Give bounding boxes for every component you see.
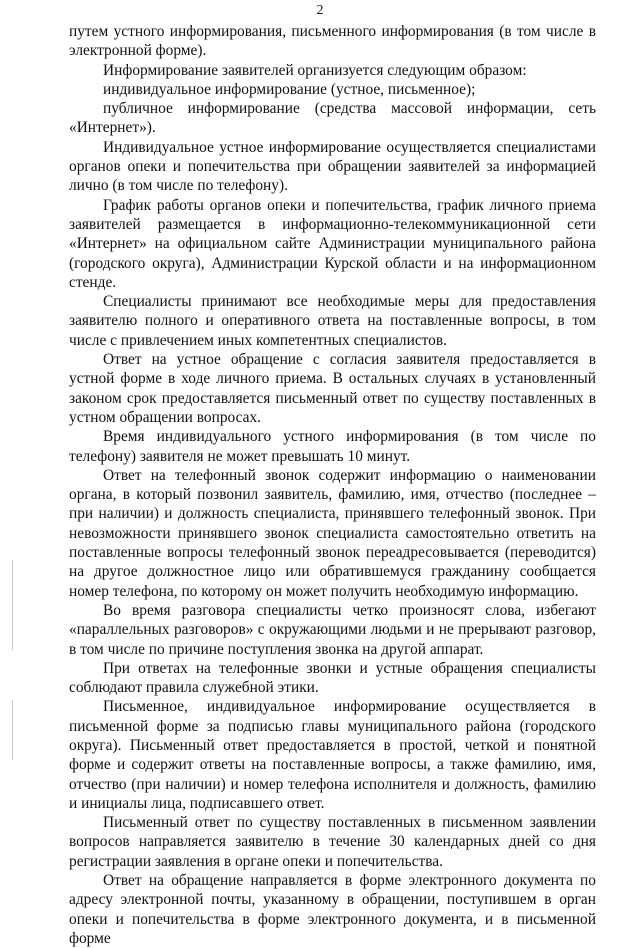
paragraph-written-informing: Письменное, индивидуальное информирование осуществляется в письменной форме за подписью главы муниципального района (городского округа). Письменный ответ предоставляется в простой, четкой и понятной форме и содержит ответы на поставленные вопросы, а также фамилию, имя, отчество (при наличии) и номер телефона исполнителя и должность, фамилию и инициалы лица, подписавшего ответ. (69, 698, 596, 812)
scan-edge-mark (12, 700, 13, 760)
paragraph-public-informing: публичное информирование (средства массовой информации, сеть «Интернет»). (69, 100, 596, 137)
paragraph-work-schedule: График работы органов опеки и попечительства, график личного приема заявителей размещается в информационно-телекоммуникационной сети «Интернет» на официальном сайте Администрации муниципального района (городского округа), Администрации Курской области и на информационном стенде. (69, 196, 596, 291)
paragraph-informing-time: Время индивидуального устного информирования (в том числе по телефону) заявителя не может превышать 10 минут. (69, 428, 596, 465)
paragraph-oral-informing: Индивидуальное устное информирование осуществляется специалистами органов опеки и попечительства при обращении заявителей за информацией лично (в том числе по телефону). (69, 138, 596, 195)
paragraph-informing-organization: Информирование заявителей организуется следующим образом: (103, 61, 527, 79)
paragraph-continuation: путем устного информирования, письменного информирования (в том числе в электронной форме). (69, 23, 596, 60)
paragraph-individual-informing: индивидуальное информирование (устное, письменное); (103, 80, 476, 98)
document-body (69, 22, 596, 948)
paragraph-electronic-answer: Ответ на обращение направляется в форме электронного документа по адресу электронной почты, указанному в обращении, поступившем в орган опеки и попечительства в форме электронного документа, и в письменной форме (69, 872, 596, 947)
paragraph-conversation-rules: Во время разговора специалисты четко произносят слова, избегают «параллельных разговоров» с окружающими людьми и не прерывают разговор, в том числе по причине поступления звонка на другой аппарат. (69, 601, 596, 658)
paragraph-written-answer-term: Письменный ответ по существу поставленных в письменном заявлении вопросов направляется заявителю в течение 30 календарных дней со дня регистрации заявления в органе опеки и попечительства. (69, 814, 596, 870)
paragraph-oral-answer: Ответ на устное обращение с согласия заявителя предоставляется в устной форме в ходе личного приема. В остальных случаях в установленный законом срок предоставляется письменный ответ по существу поставленных в устном обращении вопросах. (69, 351, 596, 426)
page-number: 2 (316, 3, 324, 18)
scan-edge-mark (12, 560, 13, 650)
paragraph-specialists-measures: Специалисты принимают все необходимые меры для предоставления заявителю полного и оперативного ответа на поставленные вопросы, в том числе с привлечением иных компетентных специалистов. (69, 293, 596, 349)
paragraph-service-ethics: При ответах на телефонные звонки и устные обращения специалисты соблюдают правила служебной этики. (69, 659, 596, 697)
paragraph-phone-answer: Ответ на телефонный звонок содержит информацию о наименовании органа, в который позвонил заявитель, фамилию, имя, отчество (последнее – при наличии) и должность специалиста, принявшего телефонный звонок. При невозможности принявшего звонок специалиста самостоятельно ответить на поставленные вопросы телефонный звонок переадресовывается (переводится) на другое должностное лицо или обратившемуся гражданину сообщается номер телефона, по которому он может получить необходимую информацию. (69, 466, 596, 600)
